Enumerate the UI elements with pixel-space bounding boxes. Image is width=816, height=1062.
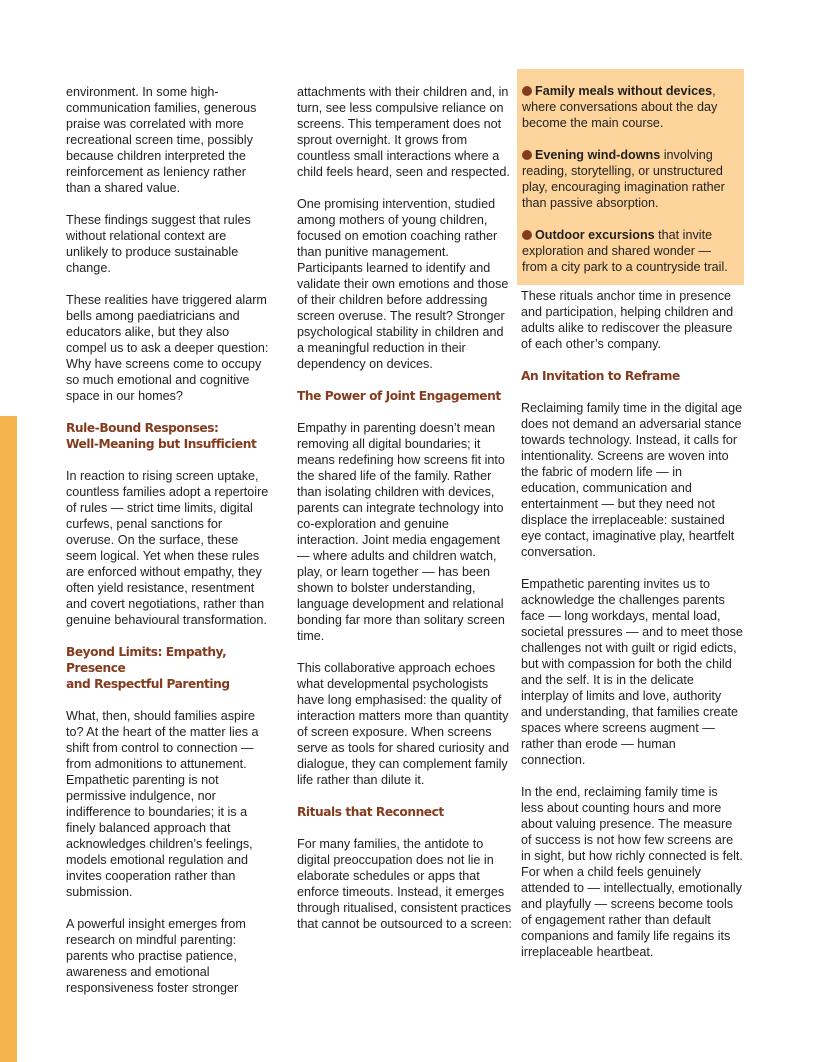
callout-item-title: Evening wind-downs (535, 148, 661, 162)
column-middle (297, 84, 513, 948)
callout-item-title: Outdoor excursions (535, 228, 655, 242)
callout-item-text: , where conversations about the day become the main course. (522, 84, 718, 130)
section-heading-invitation: An Invitation to Reframe (521, 369, 680, 383)
column-left (66, 84, 271, 1012)
paragraph: These findings suggest that rules without relational context are unlikely to produce sustainable change. (66, 213, 251, 275)
section-heading-beyond-limits (66, 644, 271, 692)
paragraph: Reclaiming family time in the digital age does not demand an adversarial stance towards technology. Instead, it calls for intentionality. Screens are woven into the fabric of modern life — in education, communication and entertainment — but they need not displace the irreplaceable: sustained eye contact, imaginative play, heartfelt conversation. (521, 401, 743, 559)
heading-line: Beyond Limits: Empathy, Presence (66, 645, 227, 675)
paragraph: In the end, reclaiming family time is less about counting hours and more about valuing presence. The measure of success is not how few screens are in sight, but how richly connected is felt. For when a child feels genuinely attended to — intellectually, emotionally and playfully — screens become tools of engagement rather than default companions and family life regains its irreplaceable heartbeat. (521, 785, 743, 959)
heading-line: Rule-Bound Responses: (66, 421, 219, 435)
paragraph: A powerful insight emerges from research on mindful parenting: parents who practise patience, awareness and emotional responsiveness foster stronger (66, 917, 246, 995)
callout-item-text: involving reading, storytelling, or unstructured play, encouraging imagination rather than passive absorption. (522, 148, 725, 210)
paragraph: One promising intervention, studied among mothers of young children, focused on emotion coaching rather than punitive management. Participants learned to identify and validate their own emotions and those of their children before addressing screen overuse. The result? Stronger psychological stability in children and a meaningful reduction in their dependency on devices. (297, 197, 509, 371)
bullet-dot-icon (522, 230, 532, 240)
paragraph: In reaction to rising screen uptake, countless families adopt a repertoire of rules — strict time limits, digital curfews, penal sanctions for overuse. On the surface, these seem logical. Yet when these rules are enforced without empathy, they often yield resistance, resentment and covert negotiations, rather than genuine behavioural transformation. (66, 469, 269, 627)
callout-item (522, 83, 738, 131)
callout-item (522, 147, 738, 211)
paragraph: attachments with their children and, in turn, see less compulsive reliance on screens. This temperament does not sprout overnight. It grows from countless small interactions where a child feels heard, seen and respected. (297, 85, 510, 179)
callout-item (522, 227, 738, 275)
bullet-dot-icon (522, 150, 532, 160)
paragraph: Empathetic parenting invites us to acknowledge the challenges parents face — long workdays, mental load, societal pressures — and to meet those challenges not with guilt or rigid edicts, but with compassion for both the child and the self. It is in the delicate interplay of limits and love, authority and understanding, that families create spaces where screens augment — rather than erode — human connection. (521, 577, 743, 767)
section-heading-rule-bound (66, 420, 271, 452)
paragraph: For many families, the antidote to digital preoccupation does not lie in elaborate schedules or apps that enforce timeouts. Instead, it emerges through ritualised, consistent practices that cannot be outsourced to a screen: (297, 837, 512, 931)
heading-line: and Respectful Parenting (66, 677, 230, 691)
paragraph: This collaborative approach echoes what developmental psychologists have long emphasised: the quality of interaction matters more than quantity of screen exposure. When screens serve as tools for shared curiosity and dialogue, they can complement family life rather than dilute it. (297, 661, 510, 787)
section-heading-joint-engagement: The Power of Joint Engagement (297, 389, 501, 403)
paragraph: These rituals anchor time in presence and participation, helping children and adults alike to rediscover the pleasure of each other’s company. (521, 289, 734, 351)
paragraph: What, then, should families aspire to? At the heart of the matter lies a shift from control to connection — from admonitions to attunement. Empathetic parenting is not permissive indulgence, nor indifference to boundaries; it is a finely balanced approach that acknowledges children’s feelings, models emotional regulation and invites cooperation rather than submission. (66, 709, 259, 899)
callout-item-text: that invite exploration and shared wonder — from a city park to a countryside trail. (522, 228, 728, 274)
paragraph: These realities have triggered alarm bells among paediatricians and educators alike, but they also compel us to ask a deeper question: Why have screens come to occupy so much emotional and cognitive space in our homes? (66, 293, 269, 403)
accent-edge-bar (0, 416, 17, 1062)
column-right (521, 288, 743, 976)
rituals-callout-box (517, 69, 744, 285)
heading-line: Well-Meaning but Insufficient (66, 437, 257, 451)
paragraph: Empathy in parenting doesn’t mean removing all digital boundaries; it means redefining how screens fit into the shared life of the family. Rather than isolating children with devices, parents can integrate technology into co-exploration and genuine interaction. Joint media engagement — where adults and children watch, play, or learn together — has been shown to bolster understanding, language development and relational bonding far more than solitary screen time. (297, 421, 505, 643)
callout-item-title: Family meals without devices (535, 84, 713, 98)
bullet-dot-icon (522, 86, 532, 96)
paragraph: environment. In some high-communication families, generous praise was correlated with more recreational screen time, possibly because children interpreted the reinforcement as leniency rather than a shared value. (66, 85, 257, 195)
section-heading-rituals: Rituals that Reconnect (297, 805, 444, 819)
